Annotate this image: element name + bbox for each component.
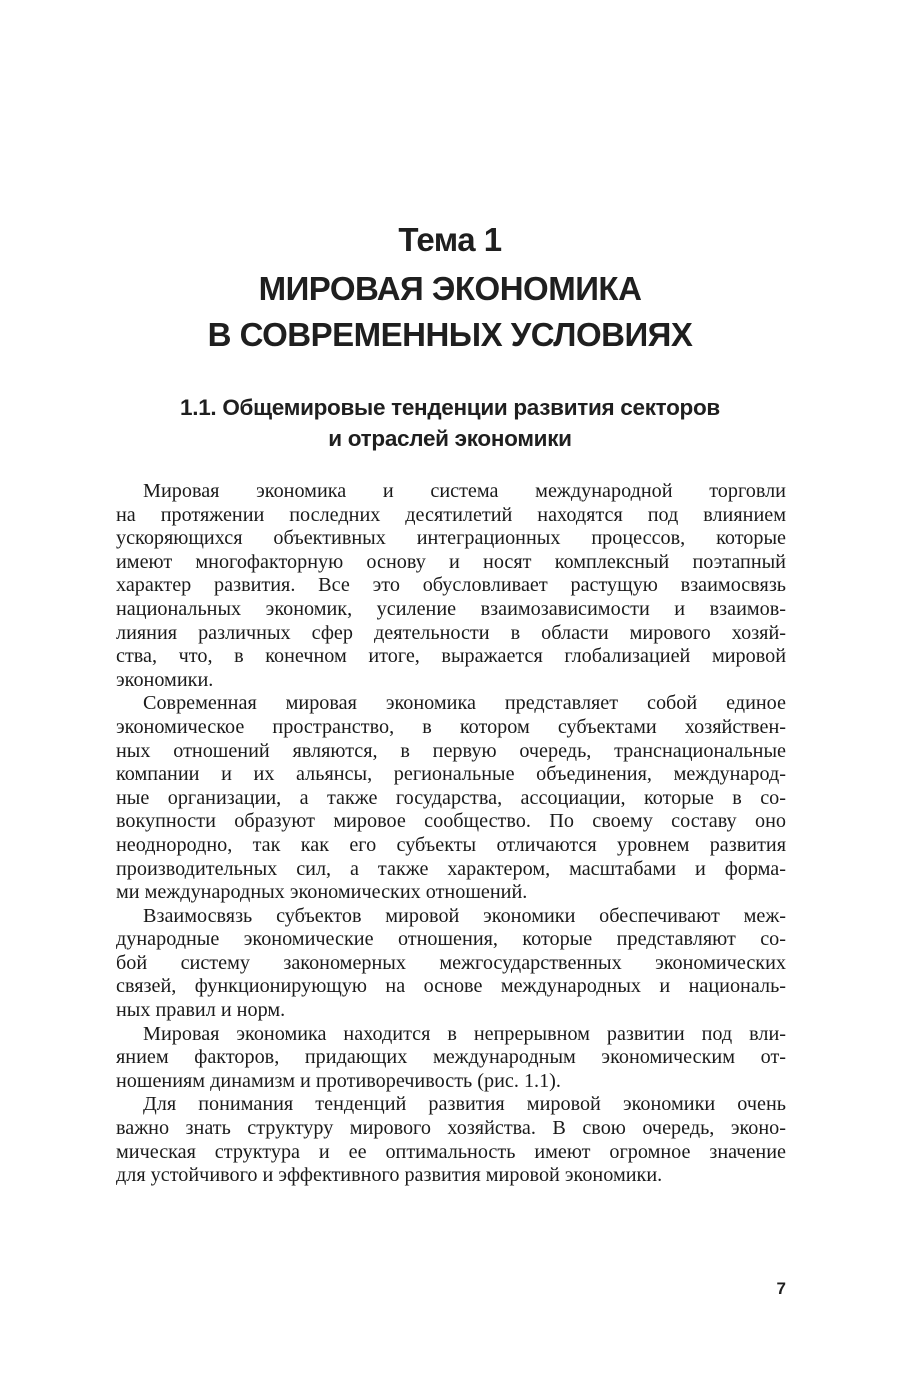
text-line: ми международных экономических отношений.: [116, 881, 528, 904]
text-line: Для понимания тенденций развития мировой экономики очень: [143, 1093, 786, 1116]
text-line: дународные экономические отношения, которые представляют со-: [116, 928, 786, 951]
chapter-title: [0, 266, 900, 358]
page-number: 7: [776, 1279, 786, 1298]
section-title-line: и отраслей экономики: [328, 426, 572, 451]
text-line: Взаимосвязь субъектов мировой экономики обеспечивают меж-: [143, 904, 786, 927]
chapter-title-line: В СОВРЕМЕННЫХ УСЛОВИЯХ: [207, 316, 693, 353]
body-text: [116, 480, 786, 1188]
text-line: имеют многофакторную основу и носят комплексный поэтапный: [116, 550, 786, 573]
text-line: ства, что, в конечном итоге, выражается глобализацией мировой: [116, 645, 786, 668]
text-line: для устойчивого и эффективного развития мировой экономики.: [116, 1164, 663, 1187]
text-line: компании и их альянсы, региональные объединения, международ-: [116, 763, 786, 786]
text-line: янием факторов, придающих международным экономическим от-: [116, 1046, 786, 1069]
text-line: вокупности образуют мировое сообщество. По своему составу оно: [116, 810, 786, 833]
text-line: ношениям динамизм и противоречивость (рис. 1.1).: [116, 1069, 561, 1092]
text-line: Современная мировая экономика представляет собой единое: [143, 692, 786, 715]
text-line: на протяжении последних десятилетий находятся под влиянием: [116, 503, 786, 526]
text-line: ные организации, а также государства, ассоциации, которые в со-: [116, 786, 786, 809]
text-line: экономическое пространство, в котором субъектами хозяйствен-: [116, 715, 786, 738]
paragraph: [116, 692, 786, 904]
text-line: связей, функционирующую на основе международных и националь-: [116, 975, 786, 998]
text-line: бой систему закономерных межгосударственных экономических: [116, 951, 786, 974]
text-line: производительных сил, а также характером, масштабами и форма-: [116, 857, 786, 880]
text-line: ных отношений являются, в первую очередь, транснациональные: [116, 739, 786, 762]
section-title: [0, 392, 900, 454]
text-line: национальных экономик, усиление взаимозависимости и взаимов-: [116, 597, 786, 620]
text-line: ных правил и норм.: [116, 999, 286, 1022]
text-line: экономики.: [116, 668, 214, 691]
text-line: мическая структура и ее оптимальность имеют огромное значение: [116, 1140, 786, 1163]
paragraph: [116, 905, 786, 1023]
chapter-title-line: МИРОВАЯ ЭКОНОМИКА: [258, 270, 642, 307]
paragraph: [116, 1023, 786, 1094]
section-title-line: 1.1. Общемировые тенденции развития секторов: [180, 395, 720, 420]
text-line: характер развития. Все это обусловливает растущую взаимосвязь: [116, 574, 786, 597]
text-line: Мировая экономика и система международной торговли: [143, 480, 786, 502]
paragraph: [116, 480, 786, 692]
text-line: важно знать структуру мирового хозяйства. В свою очередь, эконо-: [116, 1117, 786, 1140]
text-line: Мировая экономика находится в непрерывном развитии под вли-: [143, 1022, 786, 1045]
topic-label: Тема 1: [398, 221, 502, 258]
paragraph: [116, 1093, 786, 1187]
text-line: неоднородно, так как его субъекты отличаются уровнем развития: [116, 833, 786, 856]
text-line: ускоряющихся объективных интеграционных процессов, которые: [116, 527, 786, 550]
text-line: лияния различных сфер деятельности в области мирового хозяй-: [116, 621, 786, 644]
